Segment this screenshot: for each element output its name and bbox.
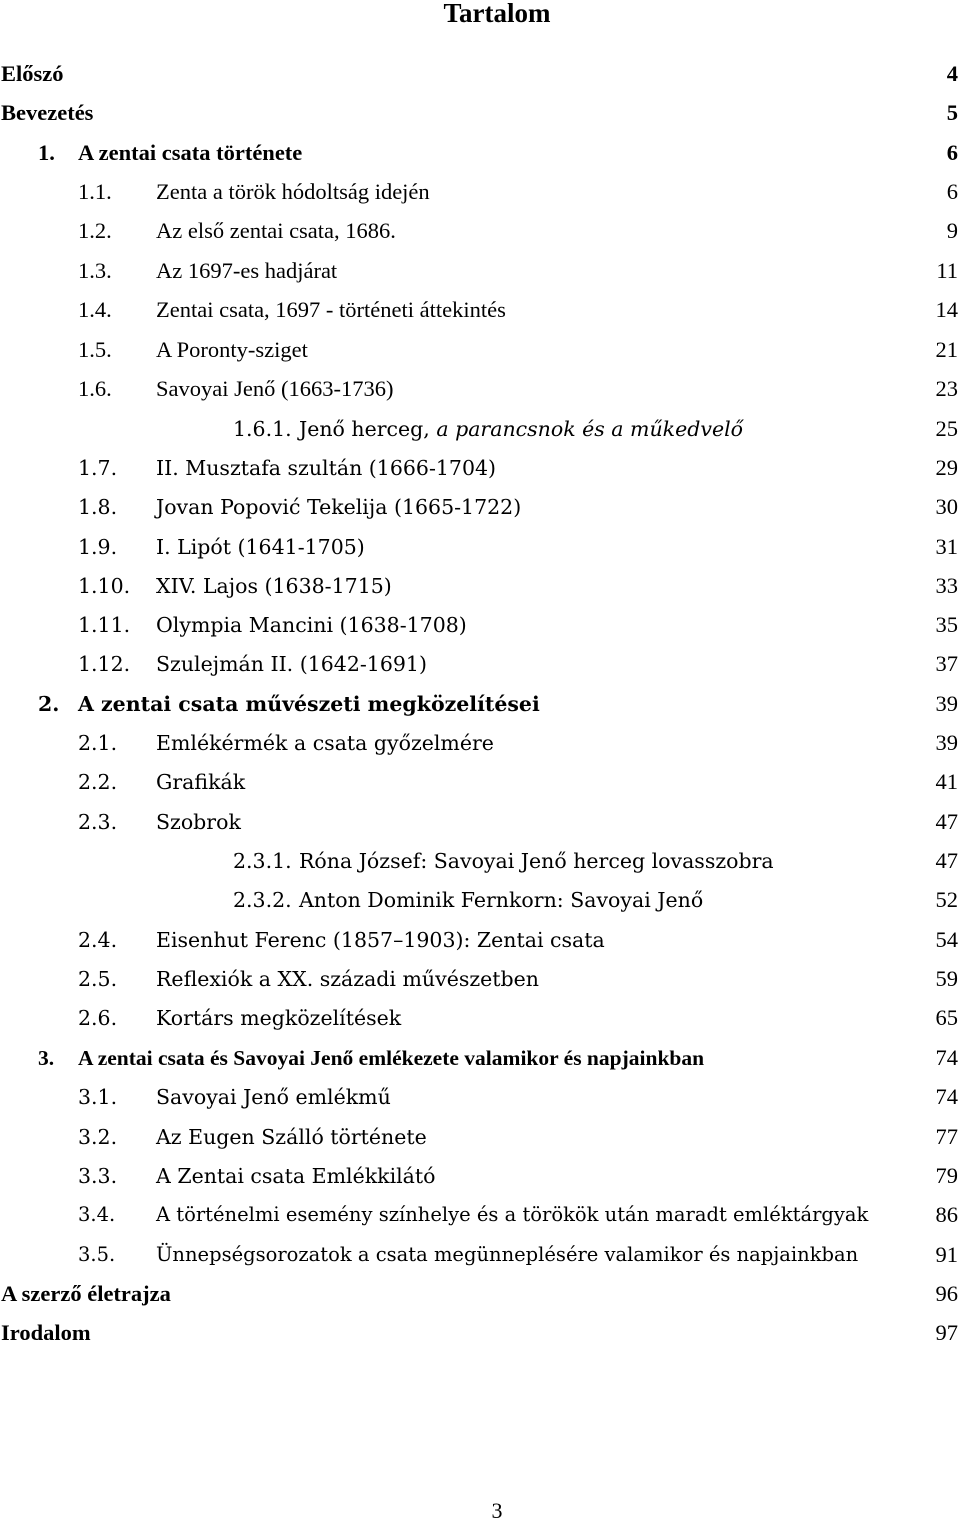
toc-entry-page: 86 — [935, 1202, 958, 1227]
toc-entry-number: 1.1. — [78, 179, 112, 204]
toc-entry-title: Szobrok — [156, 810, 241, 834]
toc-entry-3-5[interactable] — [0, 1237, 960, 1273]
toc-entry-number: 3.4. — [78, 1203, 116, 1226]
toc-entry-page: 23 — [935, 376, 958, 401]
toc-entry-page: 54 — [935, 927, 958, 952]
toc-entry-page: 74 — [935, 1084, 958, 1109]
toc-entry-number: 2.6. — [78, 1006, 118, 1030]
toc-entry-number: 3.2. — [78, 1125, 118, 1149]
toc-entry-1-1[interactable] — [0, 174, 960, 210]
toc-entry-number: 1.10. — [78, 574, 131, 598]
toc-entry-title: A szerző életrajza — [1, 1281, 171, 1306]
toc-entry-title: Jovan Popović Tekelija (1665-1722) — [156, 495, 522, 519]
toc-entry-1-3[interactable] — [0, 253, 960, 289]
toc-entry-page: 59 — [935, 966, 958, 991]
toc-entry-title: Róna József: Savoyai Jenő herceg lovasszobra — [299, 849, 774, 873]
toc-entry-author-bio[interactable] — [0, 1276, 960, 1312]
toc-entry-page: 65 — [935, 1005, 958, 1030]
toc-entry-title — [299, 411, 743, 447]
toc-entry-1-11[interactable] — [0, 607, 960, 643]
toc-entry-title: Savoyai Jenő emlékmű — [156, 1085, 391, 1109]
toc-entry-number: 1. — [38, 140, 55, 165]
toc-entry-bibliography[interactable] — [0, 1315, 960, 1351]
toc-entry-title: Olympia Mancini (1638-1708) — [156, 613, 467, 637]
toc-entry-title: Irodalom — [1, 1320, 91, 1345]
toc-entry-page: 39 — [935, 691, 958, 716]
toc-entry-title: A zentai csata művészeti megközelítései — [78, 692, 540, 716]
toc-entry-3-4[interactable] — [0, 1197, 960, 1233]
toc-entry-page: 33 — [935, 573, 958, 598]
toc-entry-2-6[interactable] — [0, 1000, 960, 1036]
toc-entry-number: 2.5. — [78, 967, 118, 991]
toc-entry-title: Savoyai Jenő (1663-1736) — [156, 376, 394, 401]
toc-entry-page: 11 — [936, 258, 958, 283]
toc-entry-3-3[interactable] — [0, 1158, 960, 1194]
toc-entry-title: Az 1697-es hadjárat — [156, 258, 338, 283]
toc-entry-number: 2.1. — [78, 731, 118, 755]
toc-entry-1-4[interactable] — [0, 292, 960, 328]
toc-entry-page: 52 — [935, 887, 958, 912]
toc-entry-page: 30 — [935, 494, 958, 519]
toc-entry-chapter-1[interactable] — [0, 135, 960, 171]
toc-entry-title: Anton Dominik Fernkorn: Savoyai Jenő — [299, 888, 704, 912]
toc-entry-title: A zentai csata története — [78, 140, 303, 165]
toc-entry-2-5[interactable] — [0, 961, 960, 997]
toc-entry-title: Bevezetés — [1, 100, 94, 125]
toc-entry-title: Az Eugen Szálló története — [156, 1125, 427, 1149]
toc-entry-title-plain: Jenő herceg, — [299, 417, 430, 441]
page-number: 3 — [491, 1498, 503, 1523]
toc-entry-1-10[interactable] — [0, 568, 960, 604]
toc-entry-2-2[interactable] — [0, 764, 960, 800]
toc-entry-number: 2.3.2. — [233, 888, 292, 912]
toc-entry-bevezetes[interactable] — [0, 95, 960, 131]
toc-entry-title: Reflexiók a XX. századi művészetben — [156, 967, 539, 991]
toc-entry-title-italic: a parancsnok és a műkedvelő — [436, 417, 743, 441]
toc-entry-number: 1.2. — [78, 218, 112, 243]
toc-entry-number: 2. — [38, 692, 60, 716]
toc-entry-page: 77 — [935, 1124, 958, 1149]
toc-entry-page: 5 — [946, 100, 958, 125]
toc-entry-title: I. Lipót (1641-1705) — [156, 535, 365, 559]
toc-entry-chapter-2[interactable] — [0, 686, 960, 722]
toc-entry-1-7[interactable] — [0, 450, 960, 486]
toc-entry-page: 35 — [935, 612, 958, 637]
toc-entry-title: A Poronty-sziget — [156, 337, 308, 362]
toc-entry-page: 74 — [935, 1045, 958, 1070]
toc-entry-2-3[interactable] — [0, 804, 960, 840]
toc-entry-1-8[interactable] — [0, 489, 960, 525]
toc-entry-number: 1.5. — [78, 337, 112, 362]
toc-entry-page: 41 — [935, 769, 958, 794]
toc-entry-page: 39 — [935, 730, 958, 755]
toc-entry-page: 31 — [935, 534, 958, 559]
toc-entry-1-5[interactable] — [0, 332, 960, 368]
toc-entry-title: II. Musztafa szultán (1666-1704) — [156, 456, 497, 480]
toc-entry-page: 14 — [935, 297, 958, 322]
toc-entry-page: 6 — [946, 140, 958, 165]
toc-entry-eloszo[interactable] — [0, 56, 960, 92]
toc-entry-page: 6 — [946, 179, 958, 204]
toc-entry-number: 3. — [38, 1046, 55, 1070]
toc-entry-number: 1.9. — [78, 535, 118, 559]
toc-entry-page: 29 — [935, 455, 958, 480]
toc-entry-number: 1.3. — [78, 258, 112, 283]
toc-entry-title: Zenta a török hódoltság idején — [156, 179, 430, 204]
toc-entry-page: 96 — [935, 1281, 958, 1306]
toc-entry-page: 91 — [935, 1242, 958, 1267]
toc-entry-title: Emlékérmék a csata győzelmére — [156, 731, 494, 755]
toc-entry-number: 3.3. — [78, 1164, 118, 1188]
toc-entry-1-9[interactable] — [0, 529, 960, 565]
toc-entry-number: 1.8. — [78, 495, 118, 519]
toc-entry-number: 1.6. — [78, 376, 112, 401]
toc-entry-title: Grafikák — [156, 770, 246, 794]
toc-entry-1-2[interactable] — [0, 213, 960, 249]
toc-entry-3-1[interactable] — [0, 1079, 960, 1115]
toc-entry-title: Eisenhut Ferenc (1857–1903): Zentai csata — [156, 928, 605, 952]
toc-entry-number: 2.3.1. — [233, 849, 292, 873]
toc-entry-number: 3.5. — [78, 1243, 116, 1266]
toc-entry-title: Ünnepségsorozatok a csata megünneplésére valamikor és napjainkban — [156, 1243, 859, 1266]
toc-entry-3-2[interactable] — [0, 1119, 960, 1155]
toc-entry-page: 47 — [935, 848, 958, 873]
toc-entry-number: 1.11. — [78, 613, 131, 637]
toc-entry-number: 3.1. — [78, 1085, 118, 1109]
toc-entry-title: Szulejmán II. (1642-1691) — [156, 652, 427, 676]
toc-entry-number: 2.4. — [78, 928, 118, 952]
toc-entry-title: A történelmi esemény színhelye és a törökök után maradt emléktárgyak — [156, 1203, 869, 1226]
toc-entry-title: Az első zentai csata, 1686. — [156, 218, 396, 243]
toc-entry-title: Előszó — [1, 61, 64, 86]
toc-entry-2-3-1[interactable] — [0, 843, 960, 879]
toc-entry-page: 47 — [935, 809, 958, 834]
toc-entry-number: 2.2. — [78, 770, 118, 794]
toc-entry-page: 37 — [935, 651, 958, 676]
toc-entry-1-12[interactable] — [0, 646, 960, 682]
toc-entry-title: Zentai csata, 1697 - történeti áttekintés — [156, 297, 506, 322]
toc-entry-title: Kortárs megközelítések — [156, 1006, 402, 1030]
toc-entry-chapter-3[interactable] — [0, 1040, 960, 1076]
toc-entry-title: A zentai csata és Savoyai Jenő emlékezete valamikor és napjainkban — [78, 1046, 705, 1070]
toc-entry-number: 1.4. — [78, 297, 112, 322]
toc-entry-number: 1.7. — [78, 456, 118, 480]
toc-entry-1-6-1[interactable] — [0, 411, 960, 447]
toc-entry-1-6[interactable] — [0, 371, 960, 407]
page-title: Tartalom — [443, 0, 551, 28]
toc-entry-2-3-2[interactable] — [0, 882, 960, 918]
toc-entry-page: 97 — [935, 1320, 958, 1345]
toc-entry-page: 4 — [946, 61, 958, 86]
toc-entry-number: 2.3. — [78, 810, 118, 834]
toc-entry-number: 1.12. — [78, 652, 131, 676]
toc-entry-2-4[interactable] — [0, 922, 960, 958]
toc-entry-page: 9 — [946, 218, 958, 243]
toc-entry-title: XIV. Lajos (1638-1715) — [156, 574, 392, 598]
toc-entry-title: A Zentai csata Emlékkilátó — [156, 1164, 436, 1188]
toc-entry-number: 1.6.1. — [233, 417, 292, 441]
toc-entry-page: 25 — [935, 416, 958, 441]
toc-entry-2-1[interactable] — [0, 725, 960, 761]
toc-entry-page: 79 — [935, 1163, 958, 1188]
toc-entry-page: 21 — [935, 337, 958, 362]
